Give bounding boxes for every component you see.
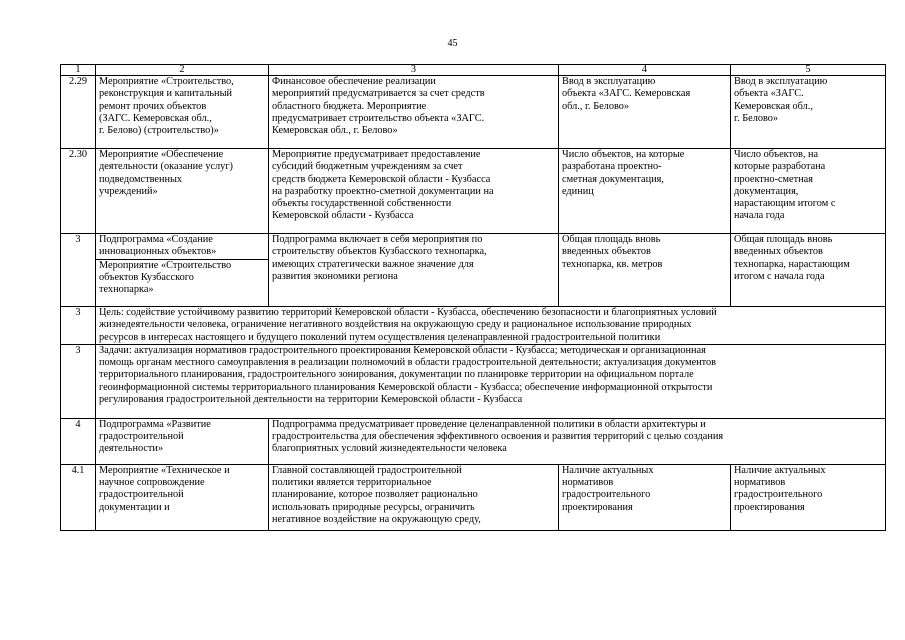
indicator-name: Ввод в эксплуатацию объекта «ЗАГС. Кемеровская обл., г. Белово» [562,76,691,112]
column-header: 3 [269,65,559,76]
measure-name: Мероприятие «Строительство, реконструкция и капитальный ремонт прочих объектов (ЗАГС. Кемеровская обл., г. Белово) (строительство)» [99,76,234,137]
row-number: 2.30 [61,149,96,234]
row-number: 2.29 [61,76,96,149]
row-number: 4 [61,418,96,464]
measure-name: Мероприятие «Строительство объектов Кузбасского технопарка» [96,259,268,297]
indicator-name: Общая площадь вновь введенных объектов технопарка, кв. метров [562,234,663,270]
table-header-row [61,65,886,76]
row-number: 3 [61,234,96,307]
column-header: 4 [559,65,731,76]
measure-description: Главной составляющей градостроительной политики является территориальное планирование, которое позволяет рационально использовать природные ресурсы, ограничить негативное воздействие на окружающую среду, [272,464,481,526]
measure-description: Финансовое обеспечение реализации мероприятий предусматривается за счет средств областного бюджета. Мероприятие предусматривает строительство объекта «ЗАГС. Кемеровская обл., г. Белово» [272,76,485,137]
indicator-name: Наличие актуальных нормативов градостроительного проектирования [562,464,654,513]
table-row [61,149,886,234]
row-number: 3 [61,344,96,418]
subprogram-name: Подпрограмма «Развитие градостроительной деятельности» [99,418,211,455]
table-row [61,76,886,149]
measure-name: Мероприятие «Обеспечение деятельности (оказание услуг) подведомственных учреждений» [99,149,233,197]
indicator-method: Число объектов, на которые разработана проектно-сметная документация, нарастающим итогом с начала года [734,149,836,222]
indicator-method: Наличие актуальных нормативов градостроительного проектирования [734,464,826,513]
column-header: 5 [731,65,886,76]
table-row [61,464,886,530]
indicator-method: Ввод в эксплуатацию объекта «ЗАГС. Кемеровская обл., г. Белово» [734,76,828,124]
table-row [61,307,886,345]
indicator-method: Общая площадь вновь введенных объектов технопарка, нарастающим итогом с начала года [734,234,850,282]
subprogram-name: Подпрограмма «Создание инновационных объектов» [99,234,217,258]
subprogram-description: Подпрограмма предусматривает проведение целенаправленной политики в области архитектуры и градостроительства для обеспечения эффективного освоения и развития территорий с целью создания благоприятных условий жизнедеятельности человека [272,418,724,455]
table-row [61,344,886,418]
table-row [61,234,886,307]
row-number: 3 [61,307,96,345]
measure-description: Подпрограмма включает в себя мероприятия по строительству объектов Кузбасского технопарка, имеющих стратегически важное значение для развития экономики региона [272,234,487,282]
page-number: 45 [447,38,458,49]
tasks-text: Задачи: актуализация нормативов градостроительного проектирования Кемеровской области - Кузбасса; методическая и организационная помощь органам местного самоуправления в реализации полномочий в области градостроительной деятельности; актуализация документов территориального планирования, градостроительного зонирования, документации по планировке территории на официальном портале геоинформационной системы территориального планирования Кемеровской области - Кузбасса; обеспечение информационной открытости регулирования градостроительной деятельности на территории Кемеровской области - Кузбасса [99,344,717,406]
column-header: 1 [61,65,96,76]
indicator-name: Число объектов, на которые разработана проектно- сметная документация, единиц [562,149,685,197]
row-number: 4.1 [61,464,96,530]
column-header: 2 [96,65,269,76]
table-row [61,418,886,464]
measure-name: Мероприятие «Техническое и научное сопровождение градостроительной документации и [99,464,230,513]
goal-text: Цель: содействие устойчивому развитию территорий Кемеровской области - Кузбасса, обеспечению безопасности и благоприятных условий жизнедеятельности человека, ограничение негативного воздействия на окружающую среду и рациональное использование природных ресурсов в интересах настоящего и будущего поколений путем осуществления целенаправленной градостроительной политики [99,307,717,343]
measure-description: Мероприятие предусматривает предоставление субсидий бюджетным учреждениям за счет средств бюджета Кемеровской области - Кузбасса на разработку проектно-сметной документации на объекты государственной собственности Кемеровской области - Кузбасса [272,149,494,222]
measures-table [60,64,886,531]
